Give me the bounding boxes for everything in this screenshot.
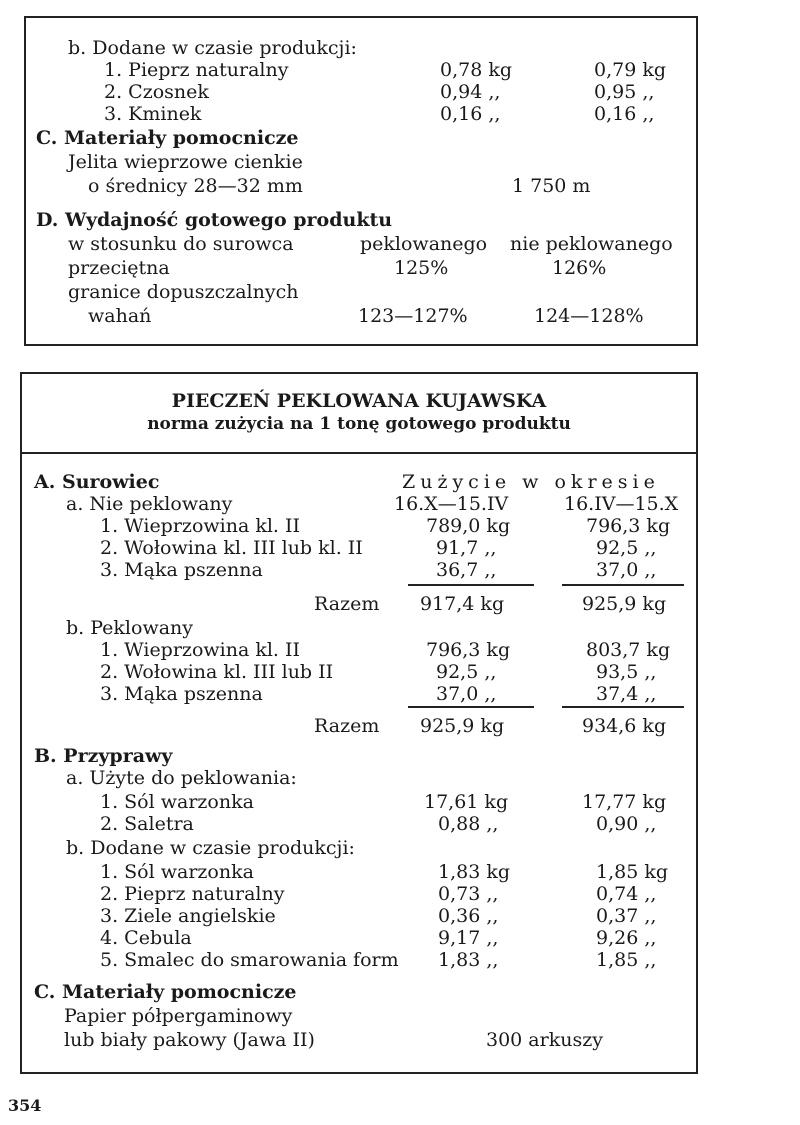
section-c-heading: C. Materiały pomocnicze (34, 981, 297, 1003)
list-item (22, 790, 696, 814)
item-label: 2. Pieprz naturalny (100, 883, 285, 905)
item-value-1: 37,0 ,, (436, 683, 497, 705)
yield-col-1: peklowanego (360, 233, 488, 255)
period-1: 16.X—15.IV (394, 493, 509, 515)
casing-line: Jelita wieprzowe cienkie (68, 151, 303, 173)
recipe-subtitle: norma zużycia na 1 tonę gotowego produktu (147, 414, 571, 434)
list-item (22, 638, 696, 662)
item-value-2: 0,37 ,, (596, 905, 657, 927)
yield-header-row: w stosunku do surowca peklowanego nie peklowanego (68, 233, 673, 255)
subsection-heading-row: a. Użyte do peklowania: (66, 767, 297, 789)
total-value-1: 925,9 kg (420, 715, 505, 737)
item-label: 2. Wołowina kl. III lub kl. II (100, 537, 363, 559)
list-item (26, 80, 696, 104)
casing-line: o średnicy 28—32 mm 1 750 m (88, 175, 591, 197)
recipe-table (20, 372, 698, 1074)
casing-value: 1 750 m (512, 175, 591, 197)
item-label: 3. Mąka pszenna (100, 559, 263, 581)
list-item (22, 536, 696, 560)
item-label: 4. Cebula (100, 927, 192, 949)
item-value-1: 796,3 kg (426, 639, 511, 661)
subsection-heading-row: b. Dodane w czasie produkcji: (66, 837, 355, 859)
item-value-2: 0,79 kg (594, 59, 667, 81)
item-label: 3. Mąka pszenna (100, 683, 263, 705)
item-value-1: 0,16 ,, (440, 103, 501, 125)
item-value-2: 0,90 ,, (596, 813, 657, 835)
item-label: 2. Wołowina kl. III lub II (100, 661, 334, 683)
item-value-1: 9,17 ,, (438, 927, 499, 949)
sum-rule (408, 584, 534, 586)
item-value-1: 0,73 ,, (438, 883, 499, 905)
item-value-2: 0,16 ,, (594, 103, 655, 125)
list-item (22, 682, 696, 706)
item-value-2: 0,74 ,, (596, 883, 657, 905)
yield-limits-row: wahań 123—127% 124—128% (88, 305, 644, 327)
item-value-1: 0,94 ,, (440, 81, 501, 103)
item-label: 1. Pieprz naturalny (104, 59, 289, 81)
total-row (22, 592, 696, 616)
item-value-1: 1,83 kg (438, 861, 511, 883)
item-value-2: 0,95 ,, (594, 81, 655, 103)
item-value-2: 9,26 ,, (596, 927, 657, 949)
period-2: 16.IV—15.X (564, 493, 679, 515)
item-value-1: 91,7 ,, (436, 537, 497, 559)
item-label: 3. Kminek (104, 103, 202, 125)
yield-limits-label: granice dopuszczalnych (68, 281, 299, 303)
item-value-2: 17,77 kg (582, 791, 667, 813)
list-item (26, 58, 696, 82)
item-value-2: 796,3 kg (586, 515, 671, 537)
list-item (22, 904, 696, 928)
item-value-1: 1,83 ,, (438, 949, 499, 971)
recipe-title: PIECZEŃ PEKLOWANA KUJAWSKA (171, 390, 547, 412)
total-row (22, 714, 696, 738)
list-item (22, 882, 696, 906)
period-heading: Zużycie w okresie (402, 471, 660, 493)
page-number: 354 (8, 1096, 42, 1115)
list-item (22, 660, 696, 684)
item-value-1: 0,36 ,, (438, 905, 499, 927)
total-value-1: 917,4 kg (420, 593, 505, 615)
sum-rule (562, 584, 684, 586)
list-item (26, 102, 696, 126)
item-value-1: 0,88 ,, (438, 813, 499, 835)
item-value-2: 92,5 ,, (596, 537, 657, 559)
sum-rule (562, 706, 684, 708)
section-b-heading: B. Przyprawy (34, 745, 173, 767)
item-label: 1. Wieprzowina kl. II (100, 515, 301, 537)
list-item (22, 558, 696, 582)
item-label: 1. Sól warzonka (100, 791, 254, 813)
item-label: 2. Saletra (100, 813, 194, 835)
subsection-heading-row: b. Peklowany (66, 617, 194, 639)
total-label: Razem (314, 715, 380, 737)
header-divider (22, 452, 696, 454)
paper-line: lub biały pakowy (Jawa II) 300 arkuszy (64, 1029, 603, 1051)
item-value-1: 92,5 ,, (436, 661, 497, 683)
item-label: 3. Ziele angielskie (100, 905, 276, 927)
list-item (22, 860, 696, 884)
item-label: 1. Sól warzonka (100, 861, 254, 883)
item-value-1: 789,0 kg (426, 515, 511, 537)
item-value-2: 37,0 ,, (596, 559, 657, 581)
list-item (22, 948, 696, 972)
item-label: 1. Wieprzowina kl. II (100, 639, 301, 661)
item-value-1: 36,7 ,, (436, 559, 497, 581)
paper-value: 300 arkuszy (486, 1029, 603, 1051)
section-d-heading: D. Wydajność gotowego produktu (36, 209, 393, 231)
paper-line: Papier półpergaminowy (64, 1005, 293, 1027)
item-value-2: 1,85 kg (596, 861, 669, 883)
item-value-2: 93,5 ,, (596, 661, 657, 683)
section-b-heading: b. Dodane w czasie produkcji: (68, 37, 357, 59)
list-item (22, 926, 696, 950)
item-label: 5. Smalec do smarowania form (100, 949, 399, 971)
item-value-2: 1,85 ,, (596, 949, 657, 971)
subsection-heading-row: a. Nie peklowany 16.X—15.IV 16.IV—15.X (66, 493, 679, 515)
continuation-table (24, 16, 698, 346)
item-label: 2. Czosnek (104, 81, 209, 103)
total-value-2: 925,9 kg (582, 593, 667, 615)
item-value-1: 17,61 kg (424, 791, 509, 813)
yield-average-row: przeciętna 125% 126% (68, 257, 607, 279)
item-value-1: 0,78 kg (440, 59, 513, 81)
list-item (22, 812, 696, 836)
sum-rule (408, 706, 534, 708)
list-item (22, 514, 696, 538)
section-c-heading: C. Materiały pomocnicze (36, 127, 299, 149)
total-label: Razem (314, 593, 380, 615)
item-value-2: 37,4 ,, (596, 683, 657, 705)
yield-col-2: nie peklowanego (510, 233, 673, 255)
section-a-heading-row: A. Surowiec Zużycie w okresie (34, 471, 660, 493)
total-value-2: 934,6 kg (582, 715, 667, 737)
item-value-2: 803,7 kg (586, 639, 671, 661)
